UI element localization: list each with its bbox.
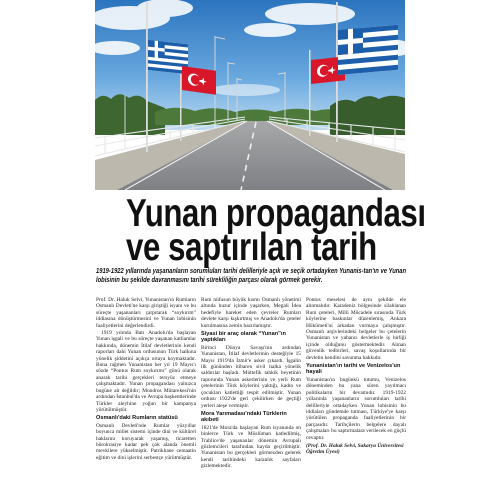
greek-flag-right [338,25,398,75]
article-column-3 [306,297,406,499]
paragraph: 1821'de Mora'da başlayan Rum isyanında on binlerce Türk ve Müslüman katledilmiş, Trablice'de yaşananlar dönemin Avrupalı gözlemcileri tarafından kayda geçirilmiştir. Yunanistan bu gerçekleri görmezden gelerek kendi tarihindeki karanlık sayfaları gizlemektedir. [201,424,301,470]
subheading: Yunanistan'ın tarihi ve Venizelos'un hayali [306,363,401,376]
paragraph: Pontus meselesi de aynı şekilde ele alınmalıdır. Karadeniz bölgesinde silahlanan Rum çeteleri, Milli Mücadele sırasında Türk köylerine baskınlar düzenlemiş, Ankara Hükümeti'ni arkadan vurmaya çalışmıştır. Osmanlı arşivlerindeki belgeler bu çetelerin Yunanistan ve yabancı devletlerle iş birliği içinde olduğunu göstermektedir. Alınan güvenlik tedbirleri, savaş koşullarında bir devletin kendini savunma hakkıdır. [306,297,406,361]
article-column-1 [96,297,196,499]
paragraph: Yunanistan'ın bugünkü tutumu, Venizelos döneminden bu yana süren yayılmacı politikaların bir devamıdır. 1919-1922 yıllarında yaşananların sorumluları tarihi delilleriyle ortadayken Yunan lobisinin bu iddiaları gündemde tutması, Türkiye'ye karşı yürütülen propaganda faaliyetlerinin bir parçasıdır. Tarihçilerin belgelere dayalı çalışmaları bu saptırmalara verilecek en güçlü cevaptır. [306,376,406,441]
article-column-2 [201,297,301,499]
subheading: Siyasi bir araç olarak “Yunan”ın yaptıkları [201,331,286,344]
paragraph: 1919 yılında Batı Anadolu'da başlayan Yunan işgali ve bu süreçte yaşanan katliamlar hakkında, dönemin İtilaf devletlerinin kendi raporları dahi Yunan ordusunun Türk halkına yönelik şiddetini açıkça ortaya koymaktadır. Buna rağmen Yunanistan her yıl 19 Mayıs'ı sözde “Pontus Rum soykırımı” günü olarak anarak tarihi gerçekleri tersyüz etmeye çalışmaktadır. Yunan propagandası yalnızca bugüne ait değildir; Mondros Mütarekesi'nin ardından İstanbul'da ve Avrupa başkentlerinde Türkler aleyhine yoğun bir kampanya yürütülmüştür. [96,330,196,413]
bridge-photo-image [95,0,405,190]
paragraph: Rum nüfusun büyük kısmı Osmanlı yönetimi altında huzur içinde yaşarken, Megali İdea hedefiyle hareket eden çevreler Rumları devlete karşı kışkırtmış ve Anadolu'da çeteler kurulmasına zemin hazırlamıştır. [201,297,301,329]
intro-block [96,266,406,296]
subheading: Osmanlı'daki Rumların statüsü [96,415,178,422]
turkish-flag-left [182,66,216,95]
subheading: Mora Yarımadası'ndaki Türklerin akıbeti [201,410,287,424]
headline-line-2: ve saptırılan tarih [126,226,377,269]
paragraph: Osmanlı Devleti'nde Rumlar yüzyıllar boyunca millet sistemi içinde dini ve kültürel haklarını koruyarak yaşamış, ticaretten bürokrasiye kadar pek çok alanda önemli mevkilere yükselmiştir. Patrikhane cemaatin eğitim ve dini işlerini serbestçe yürütmüştür. [96,422,196,461]
paragraph: Prof. Dr. Haluk Selvi, Yunanistan'ın Rumların Osmanlı Devleti'ne karşı giriştiği isyanı ve bu süreçte yaşananları çarpıtarak “soykırım” iddiasına dönüştürmesini ve Yunan lobisinin faaliyetlerini değerlendirdi. [96,297,196,329]
author-credit: (Prof. Dr. Haluk Selvi, Sakarya Üniversitesi Öğretim Üyesi) [306,442,404,456]
paragraph: Birinci Dünya Savaşı'nın ardından Yunanistan, İtilaf devletlerinin desteğiyle 15 Mayıs 1919'da İzmir'e asker çıkardı. İşgalin ilk gününden itibaren sivil halka yönelik saldırılar başladı. Müttefik tahkik heyetinin raporunda Yunan askerlerinin ve yerli Rum çetelerinin Türk köylerini yaktığı, kadın ve çocukları katlettiği tespit edilmiştir. Yunan ordusu 1922'de geri çekilirken de geçtiği yerleri ateşe vermiştir. [201,344,301,409]
headline-line-1: Yunan propagandası [126,192,426,235]
flagpole-left-greek [146,2,148,152]
intro-text: 1919-1922 yıllarında yaşananların sorumluları tarihi delilleriyle açık ve seçik ortadayken Yunanis-tan'ın ve Yunan lobisinin bu şekilde davranmasını tarihi sürekliliğin parçası olarak görmek gerekir. [96,266,406,285]
flagpole-right-turkish [309,50,311,136]
bridge-photo [95,0,405,190]
